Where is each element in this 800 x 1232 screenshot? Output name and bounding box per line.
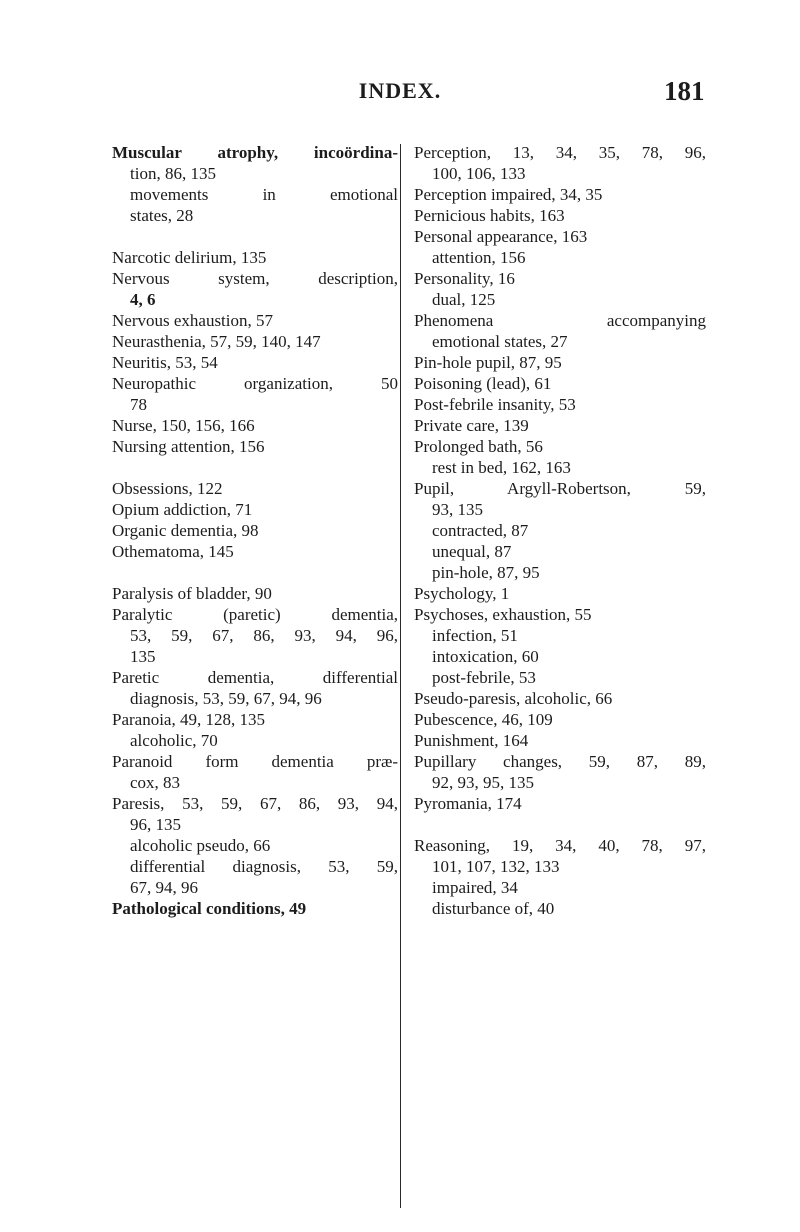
index-subentry: dual, 125	[432, 290, 496, 309]
index-entry: Pathological conditions, 49	[112, 899, 307, 918]
index-subentry: differential diagnosis, 53, 59,	[130, 857, 398, 876]
index-entry: Psychology, 1	[414, 584, 510, 603]
index-entry: Nervous system, description,	[112, 269, 398, 288]
index-entry: Pyromania, 174	[414, 794, 522, 813]
index-subentry: 67, 94, 96	[130, 878, 198, 897]
index-subentry: alcoholic, 70	[130, 731, 218, 750]
entry-gap	[112, 226, 398, 247]
index-subentry: unequal, 87	[432, 542, 512, 561]
index-subentry: rest in bed, 162, 163	[432, 458, 571, 477]
index-subentry: alcoholic pseudo, 66	[130, 836, 271, 855]
column-divider	[400, 144, 401, 1208]
index-entry: Nervous exhaustion, 57	[112, 311, 274, 330]
index-entry: Phenomena accompanying	[414, 311, 706, 330]
running-title: INDEX.	[358, 78, 442, 103]
index-subentry: impaired, 34	[432, 878, 518, 897]
index-subentry: attention, 156	[432, 248, 526, 267]
index-entry: Neuropathic organization, 50	[112, 374, 398, 393]
index-entry: Narcotic delirium, 135	[112, 248, 267, 267]
entry-gap	[112, 562, 398, 583]
index-entry: Pseudo-paresis, alcoholic, 66	[414, 689, 613, 708]
index-subentry: tion, 86, 135	[130, 164, 216, 183]
index-column-left	[112, 142, 398, 919]
index-entry: Neurasthenia, 57, 59, 140, 147	[112, 332, 321, 351]
index-entry: Punishment, 164	[414, 731, 529, 750]
index-entry: Personality, 16	[414, 269, 515, 288]
index-entry: Opium addiction, 71	[112, 500, 253, 519]
index-subentry: 78	[130, 395, 147, 414]
index-entry: Pubescence, 46, 109	[414, 710, 553, 729]
index-entry: Perception, 13, 34, 35, 78, 96,	[414, 143, 706, 162]
index-entry: Paranoia, 49, 128, 135	[112, 710, 265, 729]
index-entry: Muscular atrophy, incoördina-	[112, 143, 398, 162]
index-subentry: states, 28	[130, 206, 194, 225]
index-entry: Paretic dementia, differential	[112, 668, 398, 687]
index-subentry: 92, 93, 95, 135	[432, 773, 534, 792]
index-entry: Pupillary changes, 59, 87, 89,	[414, 752, 706, 771]
index-subentry: 53, 59, 67, 86, 93, 94, 96,	[130, 626, 398, 645]
index-entry: Pin-hole pupil, 87, 95	[414, 353, 562, 372]
index-entry: Paralysis of bladder, 90	[112, 584, 272, 603]
index-subentry: 100, 106, 133	[432, 164, 526, 183]
index-subentry: intoxication, 60	[432, 647, 539, 666]
index-entry: Reasoning, 19, 34, 40, 78, 97,	[414, 836, 706, 855]
index-subentry: 4, 6	[130, 290, 156, 309]
index-entry: Paralytic (paretic) dementia,	[112, 605, 398, 624]
index-subentry: cox, 83	[130, 773, 181, 792]
index-subentry: contracted, 87	[432, 521, 529, 540]
index-entry: Poisoning (lead), 61	[414, 374, 552, 393]
index-entry: Paranoid form dementia præ-	[112, 752, 398, 771]
index-entry: Othematoma, 145	[112, 542, 234, 561]
entry-gap	[112, 457, 398, 478]
index-entry: Obsessions, 122	[112, 479, 223, 498]
index-subentry: post-febrile, 53	[432, 668, 536, 687]
index-entry: Neuritis, 53, 54	[112, 353, 218, 372]
page-number: 181	[664, 76, 705, 106]
index-entry: Pernicious habits, 163	[414, 206, 565, 225]
index-subentry: infection, 51	[432, 626, 518, 645]
index-entry: Psychoses, exhaustion, 55	[414, 605, 592, 624]
index-entry: Nursing attention, 156	[112, 437, 265, 456]
index-entry: Paresis, 53, 59, 67, 86, 93, 94,	[112, 794, 398, 813]
index-subentry: diagnosis, 53, 59, 67, 94, 96	[130, 689, 322, 708]
index-entry: Prolonged bath, 56	[414, 437, 543, 456]
index-subentry: disturbance of, 40	[432, 899, 555, 918]
index-entry: Organic dementia, 98	[112, 521, 259, 540]
index-subentry: 93, 135	[432, 500, 483, 519]
index-subentry: movements in emotional	[130, 185, 398, 204]
index-subentry: 96, 135	[130, 815, 181, 834]
index-subentry: pin-hole, 87, 95	[432, 563, 540, 582]
index-subentry: emotional states, 27	[432, 332, 568, 351]
index-subentry: 135	[130, 647, 156, 666]
index-entry: Post-febrile insanity, 53	[414, 395, 576, 414]
entry-gap	[414, 814, 706, 835]
index-entry: Pupil, Argyll-Robertson, 59,	[414, 479, 706, 498]
index-subentry: 101, 107, 132, 133	[432, 857, 560, 876]
index-column-right	[414, 142, 706, 919]
index-entry: Private care, 139	[414, 416, 529, 435]
index-entry: Nurse, 150, 156, 166	[112, 416, 255, 435]
index-entry: Personal appearance, 163	[414, 227, 588, 246]
index-entry: Perception impaired, 34, 35	[414, 185, 603, 204]
